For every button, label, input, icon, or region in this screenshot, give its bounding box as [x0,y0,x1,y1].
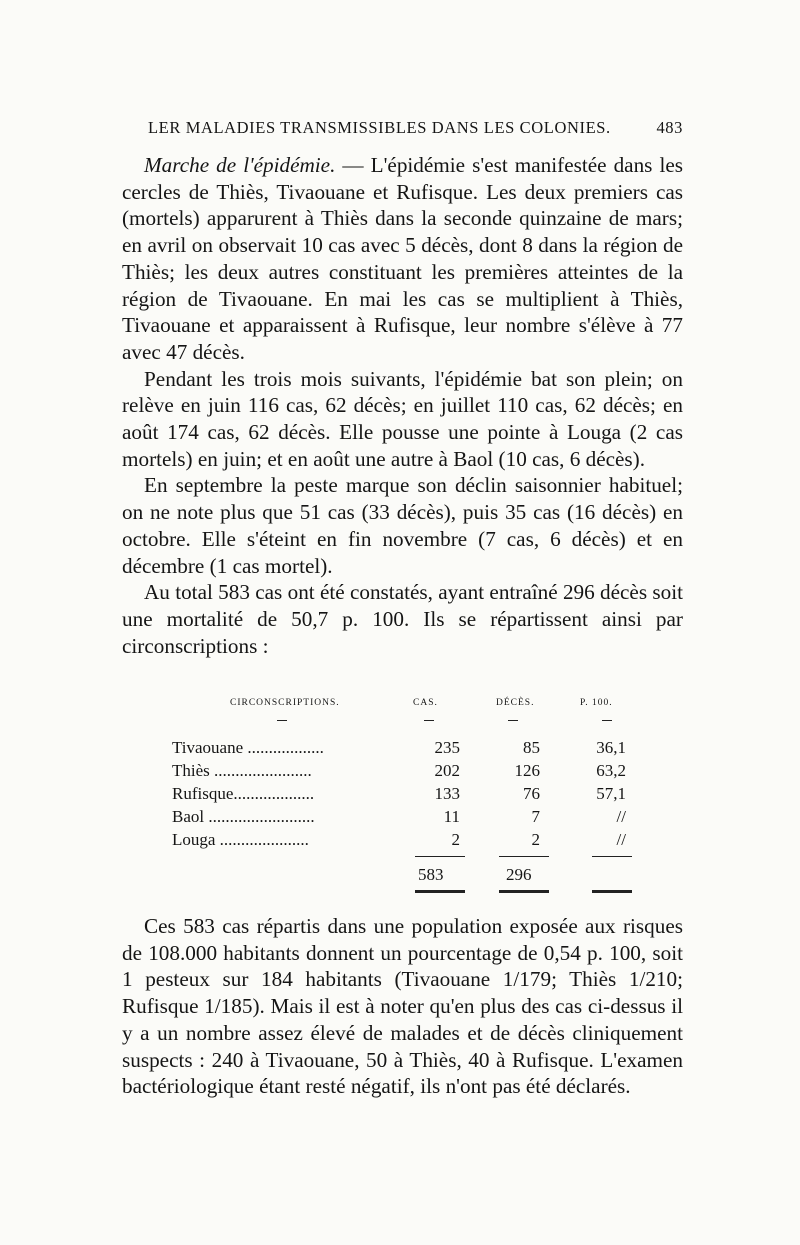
row-name: Tivaouane .................. [172,738,324,757]
totals-row [172,853,642,893]
row-deces: 2 [531,830,540,849]
total-rule [415,856,465,857]
main-text [122,152,683,659]
row-deces: 76 [523,784,540,803]
table-row [172,830,642,853]
paragraph-1 [122,152,683,366]
row-cas: 2 [451,830,460,849]
header-dash [424,720,434,721]
cases-table [172,698,642,893]
row-deces: 85 [523,738,540,757]
header-cas: CAS. [413,698,438,708]
row-deces: 7 [531,807,540,826]
row-p100: 63,2 [596,761,626,780]
total-double-rule [499,890,549,893]
header-deces: DÉCÈS. [496,698,535,708]
row-p100: // [616,807,626,826]
paragraph-4: Au total 583 cas ont été constatés, ayant entraîné 296 décès soit une mortalité de 50,7 p. 100. Ils se répartissent ainsi par circonscriptions : [122,580,683,658]
row-cas: 202 [434,761,460,780]
table-row [172,807,642,830]
total-deces: 296 [506,865,532,884]
table-row [172,784,642,807]
row-name: Baol ......................... [172,807,315,826]
closing-text [122,913,683,1100]
running-header [148,118,683,138]
header-dash [508,720,518,721]
paragraph-lead: Marche de l'épidémie. [144,153,336,177]
row-p100: 57,1 [596,784,626,803]
row-name: Rufisque................... [172,784,315,803]
total-double-rule [592,890,632,893]
row-deces: 126 [514,761,540,780]
total-cas: 583 [418,865,444,884]
row-name: Thiès ....................... [172,761,312,780]
row-name: Louga ..................... [172,830,309,849]
header-dash [602,720,612,721]
total-double-rule [415,890,465,893]
paragraph-3: En septembre la peste marque son déclin saisonnier habituel; on ne note plus que 51 cas (33 décès), puis 35 cas (16 décès) en octobre. Elle s'éteint en fin novembre (7 cas, 6 décès) et en décembre (1 cas mortel). [122,473,683,578]
header-p100: P. 100. [580,698,613,708]
paragraph-2: Pendant les trois mois suivants, l'épidémie bat son plein; on relève en juin 116 cas, 62 décès; en juillet 110 cas, 62 décès; en août 174 cas, 62 décès. Elle pousse une pointe à Louga (2 cas mortels) en juin; et en août une autre à Baol (10 cas, 6 décès). [122,366,683,471]
header-dash [277,720,287,721]
table-row [172,761,642,784]
paragraph-5: Ces 583 cas répartis dans une population exposée aux risques de 108.000 habitants donnent un pourcentage de 0,54 p. 100, soit 1 pesteux sur 184 habitants (Tivaouane 1/179; Thiès 1/210; Rufisque 1/185). Mais il est à noter qu'en plus des cas ci-dessus il y a un nombre assez élevé de malades et de décès cliniquement suspects : 240 à Tivaouane, 50 à Thiès, 40 à Rufisque. L'examen bactériologique étant resté négatif, ils n'ont pas été déclarés. [122,914,683,1099]
row-cas: 235 [434,738,460,757]
table-header [172,698,642,738]
row-p100: // [616,830,626,849]
total-rule [592,856,632,857]
row-p100: 36,1 [596,738,626,757]
total-rule [499,856,549,857]
running-title: LER MALADIES TRANSMISSIBLES DANS LES COLONIES. [148,118,611,137]
page-number: 483 [656,118,683,137]
row-cas: 133 [434,784,460,803]
paragraph-1-text: — L'épidémie s'est manifestée dans les cercles de Thiès, Tivaouane et Rufisque. Les deux premiers cas (mortels) apparurent à Thiès dans la seconde quinzaine de mars; en avril on observait 10 cas avec 5 décès, dont 8 dans la région de Thiès; les deux autres constituant les premières atteintes de la région de Tivaouane. En mai les cas se multiplient à Thiès, Tivaouane et apparaissent à Rufisque, leur nombre s'élève à 77 avec 47 décès. [122,153,683,364]
table-row [172,738,642,761]
header-circonscriptions: CIRCONSCRIPTIONS. [230,698,340,708]
row-cas: 11 [443,807,460,826]
